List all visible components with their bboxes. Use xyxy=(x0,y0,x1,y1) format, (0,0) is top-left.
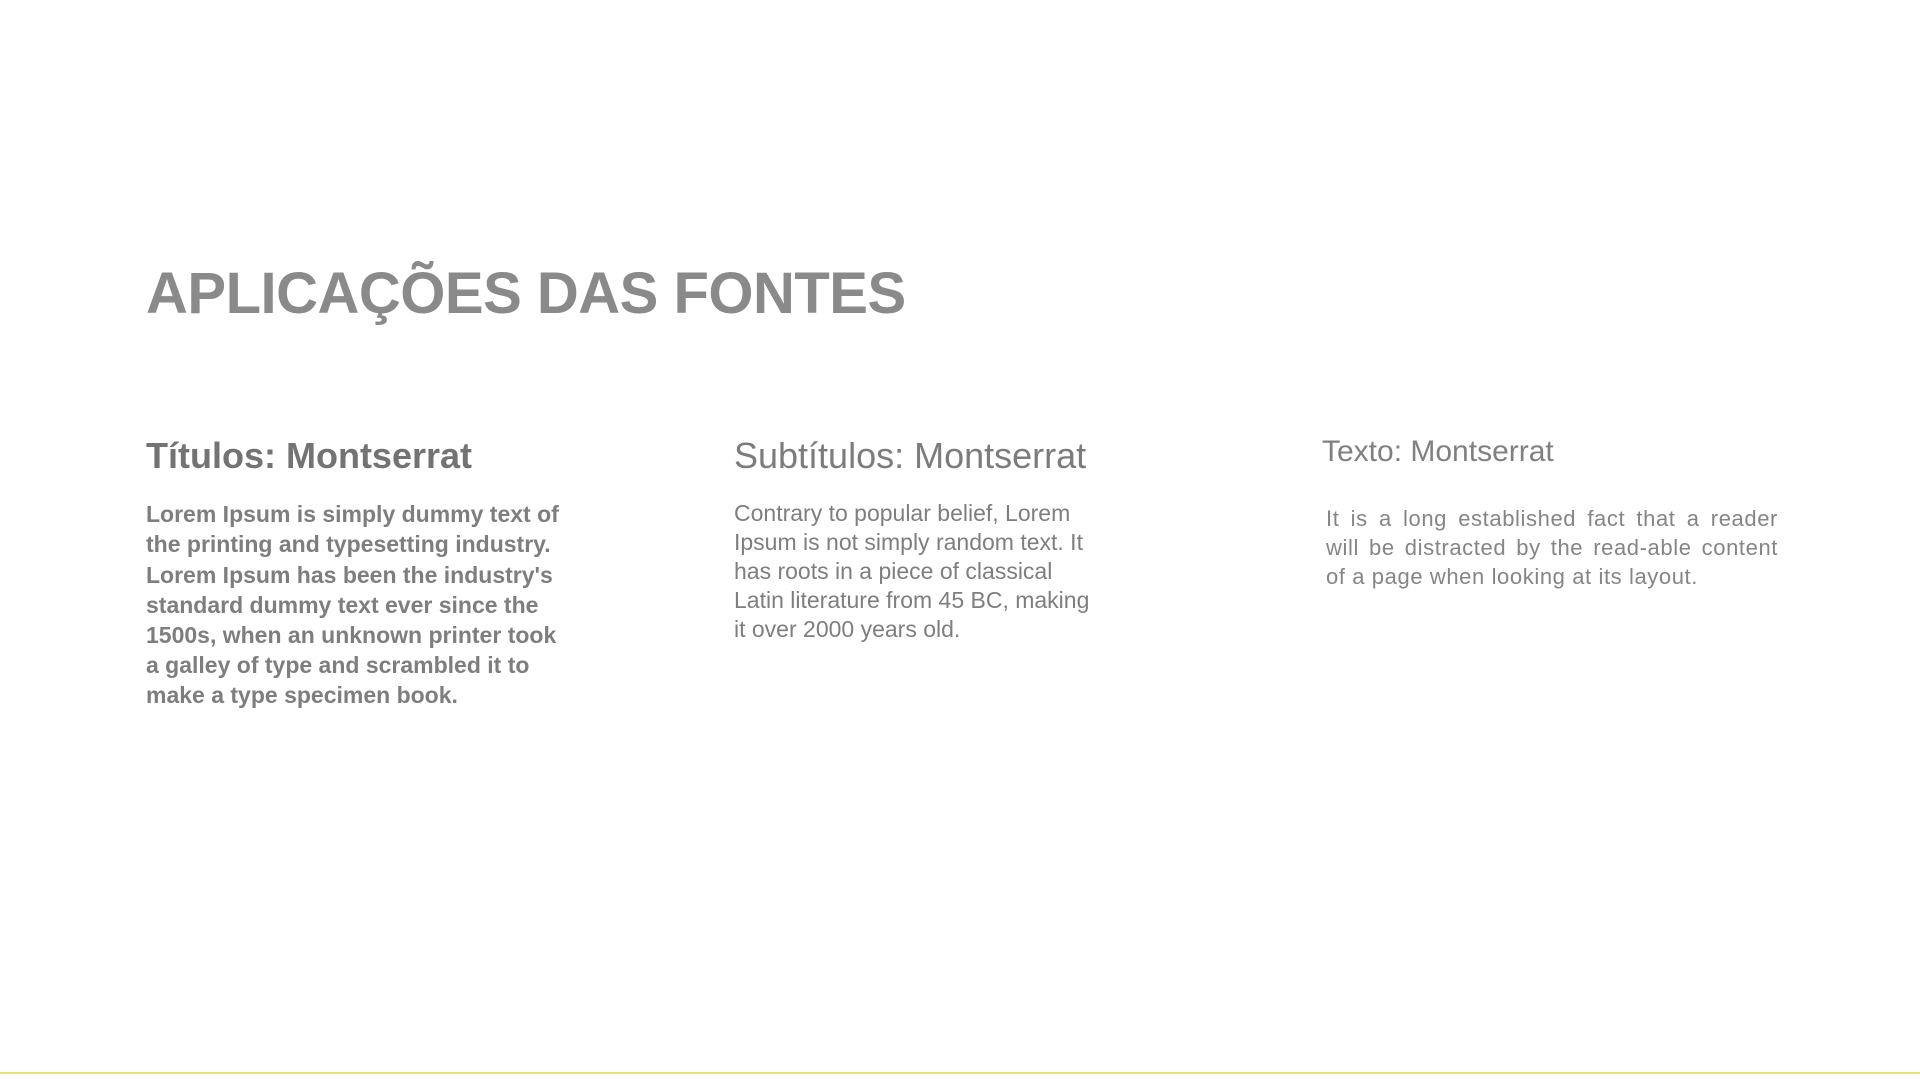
column-body-titles: Lorem Ipsum is simply dummy text of the printing and typesetting industry. Lorem Ipsum has been the industry's standard dummy text ever since the 1500s, when an unknown printer took a galley of type and scrambled it to make a type specimen book. xyxy=(146,501,559,709)
column-heading-subtitles: Subtítulos: Montserrat xyxy=(734,435,1087,476)
page-title: APLICAÇÕES DAS FONTES xyxy=(146,261,906,326)
column-titles xyxy=(146,434,576,711)
column-text xyxy=(1322,434,1782,591)
column-body-subtitles: Contrary to popular belief, Lorem Ipsum is not simply random text. It has roots in a piece of classical Latin literature from 45 BC, making it over 2000 years old. xyxy=(734,500,1090,643)
column-heading-text: Texto: Montserrat xyxy=(1322,435,1554,468)
column-heading-titles: Títulos: Montserrat xyxy=(146,435,473,476)
column-body-text: It is a long established fact that a reader will be distracted by the read-able content of a page when looking at its layout. xyxy=(1326,506,1778,589)
column-subtitles xyxy=(734,434,1164,644)
bottom-accent-rule xyxy=(0,1072,1920,1074)
